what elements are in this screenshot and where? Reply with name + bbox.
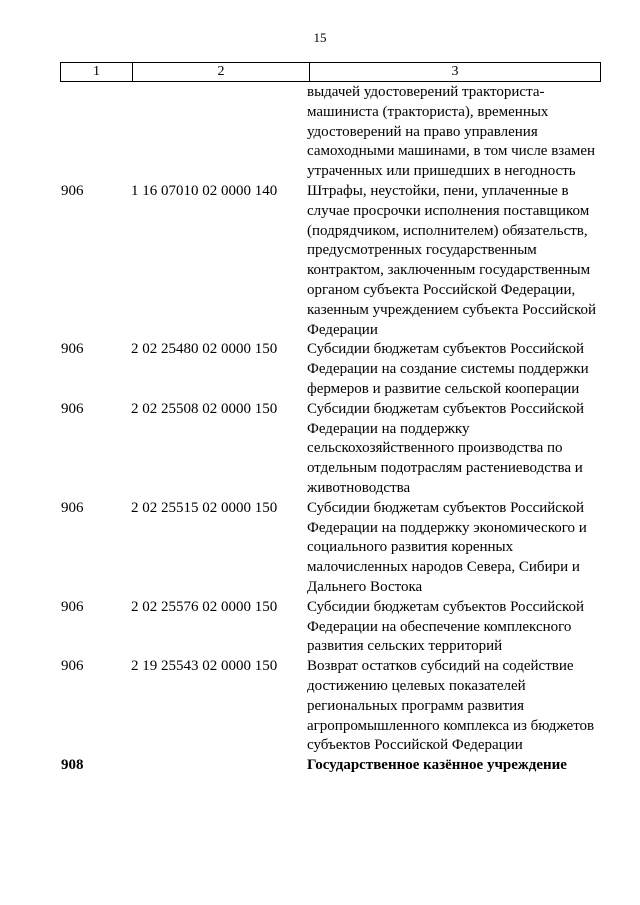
description-cell: выдачей удостоверений тракториста-машиниста (тракториста), временных удостоверений на право управления самоходными машинами, в том числе взамен утраченных или пришедших в негодность — [307, 84, 596, 180]
kbk-code-cell: 2 02 25480 02 0000 150 — [131, 341, 278, 358]
description-cell: Субсидии бюджетам субъектов Российской Федерации на создание системы поддержки фермеров и развитие сельской кооперации — [307, 341, 589, 397]
admin-code-cell: 906 — [61, 499, 84, 516]
table-row — [0, 499, 640, 598]
table-row — [0, 340, 640, 399]
description-cell: Штрафы, неустойки, пени, уплаченные в случае просрочки исполнения поставщиком (подрядчиком, исполнителем) обязательств, предусмотренных государственным контрактом, заключенным государственным органом субъекта Российской Федерации, казенным учреждением субъекта Российской Федерации — [307, 182, 597, 338]
table-row — [0, 756, 640, 776]
admin-code-cell: 906 — [61, 598, 84, 615]
kbk-code-cell — [131, 83, 307, 182]
table-row — [0, 182, 640, 340]
admin-code-cell: 906 — [61, 400, 84, 417]
admin-code-cell: 908 — [61, 757, 84, 774]
column-header-1: 1 — [61, 63, 133, 82]
kbk-code-cell: 2 02 25515 02 0000 150 — [131, 499, 278, 516]
admin-code-cell: 906 — [61, 658, 84, 675]
column-header-3: 3 — [310, 63, 601, 82]
description-cell: Государственное казённое учреждение — [307, 757, 567, 774]
column-header-2: 2 — [133, 63, 310, 82]
table-body — [0, 83, 640, 776]
table-header — [60, 62, 601, 82]
kbk-code-cell: 2 02 25508 02 0000 150 — [131, 400, 278, 417]
description-cell: Субсидии бюджетам субъектов Российской Федерации на поддержку сельскохозяйственного производства по отдельным подотраслям растениеводства и животноводства — [307, 400, 584, 496]
kbk-code-cell: 2 02 25576 02 0000 150 — [131, 598, 278, 615]
description-cell: Субсидии бюджетам субъектов Российской Федерации на поддержку экономического и социального развития коренных малочисленных народов Севера, Сибири и Дальнего Востока — [307, 499, 587, 595]
table-row — [0, 400, 640, 499]
table-row — [0, 657, 640, 756]
admin-code-cell — [0, 83, 131, 182]
admin-code-cell: 906 — [61, 341, 84, 358]
admin-code-cell: 906 — [61, 182, 84, 199]
page-number: 15 — [313, 30, 327, 45]
kbk-code-cell: 1 16 07010 02 0000 140 — [131, 182, 278, 199]
description-cell: Субсидии бюджетам субъектов Российской Федерации на обеспечение комплексного развития сельских территорий — [307, 598, 584, 655]
description-cell: Возврат остатков субсидий на содействие достижению целевых показателей региональных программ развития агропромышленного комплекса из бюджетов субъектов Российской Федерации — [307, 658, 595, 754]
table-row — [0, 598, 640, 657]
table-row — [0, 83, 640, 182]
kbk-code-cell: 2 19 25543 02 0000 150 — [131, 658, 278, 675]
kbk-code-cell — [131, 756, 307, 776]
